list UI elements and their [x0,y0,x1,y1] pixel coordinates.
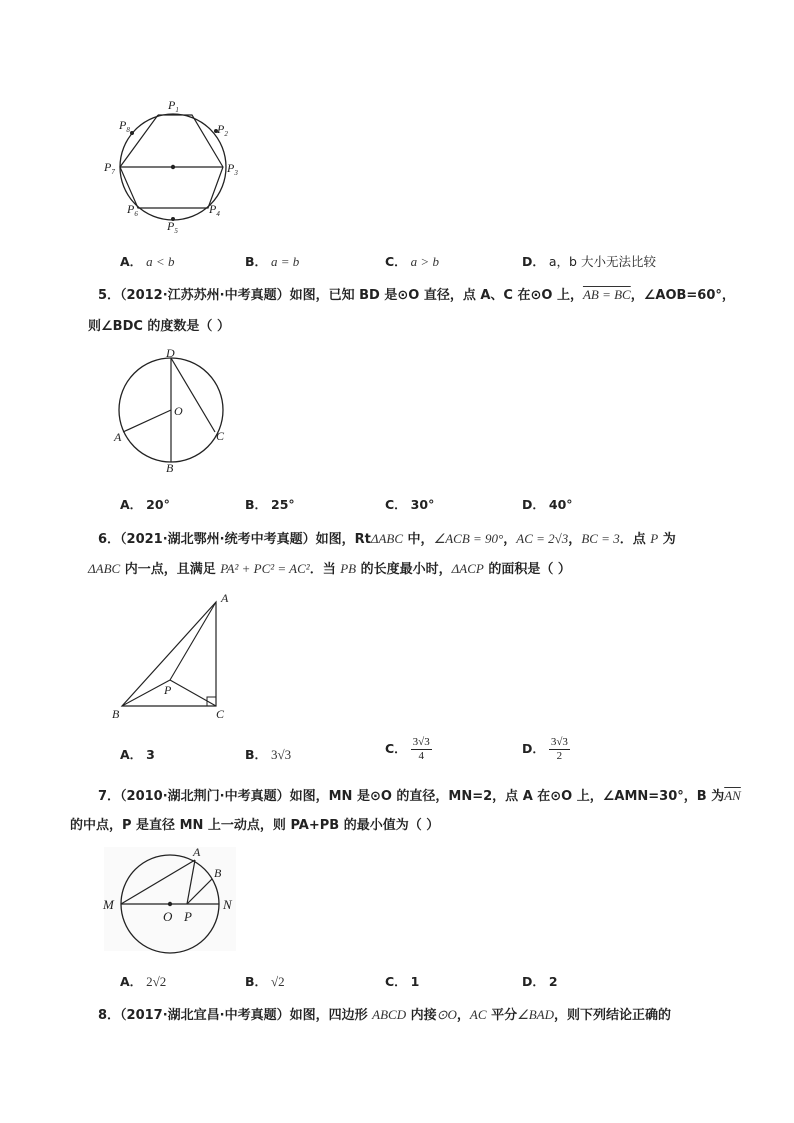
label-p8: $P_8$ [119,118,130,134]
q7-arc-an: $\overline{AN}$ [724,788,741,803]
label-a: A [114,430,122,444]
figure-q5-circle [108,345,238,475]
label-b: B [166,461,174,475]
q5-option-c: C． 30° [385,497,435,512]
figure-q4-circle [100,95,250,235]
label-m: M [103,897,114,912]
q7-option-d: D． 2 [522,974,558,989]
fraction: $\frac{3√3}{4}$ [412,736,430,762]
q5-stem-line2: 则∠BDC 的度数是（ ） [88,319,230,334]
label-a: A [221,591,229,605]
label-p4: $P_4$ [209,202,220,218]
q8-stem-line1: 8．（2017·湖北宜昌·中考真题）如图，四边形 ABCD 内接⊙O，AC 平分∠BAD，则下列结论正确的 [98,1007,672,1023]
q5-arc-equality: AB = BC [582,287,631,302]
q6-option-d: D． $\frac{3√3}{2}$ [522,736,568,762]
q7-stem-line1: 7．（2010·湖北荆门·中考真题）如图，MN 是⊙O 的直径，MN=2，点 A 在⊙O 上，∠AMN=30°，B 为$\overline{AN}$ [98,788,741,804]
label-c: C [216,429,225,443]
label-p7: $P_7$ [104,160,115,176]
q4-option-a: A． a < b [120,254,175,269]
figure-q7-circle [100,843,240,955]
q7-option-b: B． √2 [245,974,285,989]
figure-q6-triangle [108,588,238,723]
q5-stem-line1: 5．（2012·江苏苏州·中考真题）如图，已知 BD 是⊙O 直径，点 A、C 在⊙O 上，AB = BC，∠AOB=60°， [98,287,735,303]
q4-option-b: B． a = b [245,254,300,269]
label-p3: $P_3$ [227,161,238,177]
label-a: A [193,845,201,859]
label-c: C [216,707,225,721]
q4-option-d: D． a，b 大小无法比较 [522,254,656,269]
q4-option-c: C． a > b [385,254,439,269]
label-o: O [174,404,183,418]
label-b: B [112,707,120,721]
q6-option-c: C． $\frac{3√3}{4}$ [385,736,430,762]
q7-option-c: C． 1 [385,974,420,989]
q7-option-a: A． 2√2 [120,974,167,989]
q6-stem-line2: ΔABC 内一点，且满足 PA² + PC² = AC²．当 PB 的长度最小时，ΔACP 的面积是（ ） [88,561,571,577]
q5-option-d: D． 40° [522,497,573,512]
q7-stem-line2: 的中点，P 是直径 MN 上一动点，则 PA+PB 的最小值为（ ） [70,818,440,833]
label-p1: $P_1$ [168,98,179,114]
label-b: B [214,866,222,880]
label-p2: $P_2$ [217,122,228,138]
q6-stem-line1: 6．（2021·湖北鄂州·统考中考真题）如图，RtΔABC 中，∠ACB = 90°，AC = 2√3，BC = 3．点 P 为 [98,531,676,547]
fraction: $\frac{3√3}{2}$ [550,736,568,762]
label-p: P [184,909,192,924]
label-d: D [166,346,175,360]
label-p: P [164,683,172,697]
q5-option-a: A． 20° [120,497,170,512]
label-p5: $P_5$ [167,219,178,235]
label-p6: $P_6$ [127,202,138,218]
q6-option-a: A． 3 [120,747,155,762]
q5-option-b: B． 25° [245,497,295,512]
label-o: O [163,909,173,924]
q6-option-b: B． 3√3 [245,747,292,762]
label-n: N [223,897,232,912]
